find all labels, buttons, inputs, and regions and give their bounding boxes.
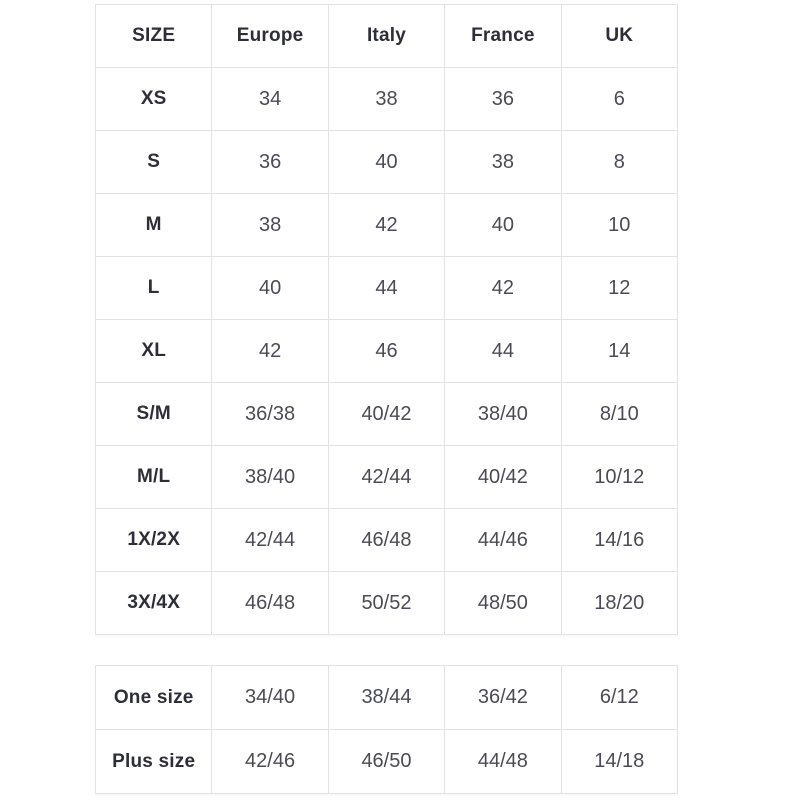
table-row bbox=[96, 320, 678, 383]
size-value: 18/20 bbox=[561, 572, 677, 635]
size-label: L bbox=[96, 257, 212, 320]
table-row bbox=[96, 68, 678, 131]
size-value: 34 bbox=[212, 68, 328, 131]
column-header-size: SIZE bbox=[96, 5, 212, 68]
size-value: 48/50 bbox=[445, 572, 561, 635]
size-value: 40 bbox=[445, 194, 561, 257]
size-value: 44/48 bbox=[445, 730, 561, 794]
size-value: 36/38 bbox=[212, 383, 328, 446]
size-label: 3X/4X bbox=[96, 572, 212, 635]
size-value: 38/40 bbox=[212, 446, 328, 509]
size-value: 46 bbox=[328, 320, 444, 383]
size-value: 40 bbox=[328, 131, 444, 194]
table-row bbox=[96, 257, 678, 320]
size-value: 40/42 bbox=[445, 446, 561, 509]
table-row bbox=[96, 666, 678, 730]
size-label: 1X/2X bbox=[96, 509, 212, 572]
size-value: 50/52 bbox=[328, 572, 444, 635]
size-label: XS bbox=[96, 68, 212, 131]
size-label: M/L bbox=[96, 446, 212, 509]
size-value: 44/46 bbox=[445, 509, 561, 572]
table-row bbox=[96, 194, 678, 257]
table-row bbox=[96, 446, 678, 509]
size-value: 38 bbox=[328, 68, 444, 131]
size-label: M bbox=[96, 194, 212, 257]
size-value: 46/48 bbox=[212, 572, 328, 635]
size-value: 44 bbox=[328, 257, 444, 320]
size-value: 46/48 bbox=[328, 509, 444, 572]
size-value: 38 bbox=[212, 194, 328, 257]
size-value: 42/44 bbox=[328, 446, 444, 509]
size-label: One size bbox=[96, 666, 212, 730]
size-value: 34/40 bbox=[212, 666, 328, 730]
size-label: S bbox=[96, 131, 212, 194]
size-label: S/M bbox=[96, 383, 212, 446]
column-header-uk: UK bbox=[561, 5, 677, 68]
size-value: 38/40 bbox=[445, 383, 561, 446]
table-row bbox=[96, 509, 678, 572]
column-header-italy: Italy bbox=[328, 5, 444, 68]
size-value: 6 bbox=[561, 68, 677, 131]
size-value: 40 bbox=[212, 257, 328, 320]
size-label: XL bbox=[96, 320, 212, 383]
table-row bbox=[96, 383, 678, 446]
size-value: 40/42 bbox=[328, 383, 444, 446]
column-header-europe: Europe bbox=[212, 5, 328, 68]
column-header-france: France bbox=[445, 5, 561, 68]
size-value: 38 bbox=[445, 131, 561, 194]
size-value: 8/10 bbox=[561, 383, 677, 446]
size-value: 44 bbox=[445, 320, 561, 383]
size-label: Plus size bbox=[96, 730, 212, 794]
size-value: 6/12 bbox=[561, 666, 677, 730]
header-row bbox=[96, 5, 678, 68]
size-value: 10/12 bbox=[561, 446, 677, 509]
size-value: 42/44 bbox=[212, 509, 328, 572]
size-value: 14/16 bbox=[561, 509, 677, 572]
size-value: 10 bbox=[561, 194, 677, 257]
size-value: 8 bbox=[561, 131, 677, 194]
size-value: 14/18 bbox=[561, 730, 677, 794]
size-value: 36 bbox=[212, 131, 328, 194]
size-value: 42 bbox=[212, 320, 328, 383]
size-conversion-table bbox=[95, 4, 678, 635]
size-value: 36 bbox=[445, 68, 561, 131]
table-row bbox=[96, 730, 678, 794]
table-row bbox=[96, 572, 678, 635]
size-value: 42 bbox=[328, 194, 444, 257]
size-value: 46/50 bbox=[328, 730, 444, 794]
size-value: 42/46 bbox=[212, 730, 328, 794]
table-row bbox=[96, 131, 678, 194]
size-value: 14 bbox=[561, 320, 677, 383]
size-value: 42 bbox=[445, 257, 561, 320]
size-value: 38/44 bbox=[328, 666, 444, 730]
special-sizes-table bbox=[95, 665, 678, 794]
size-value: 36/42 bbox=[445, 666, 561, 730]
size-value: 12 bbox=[561, 257, 677, 320]
